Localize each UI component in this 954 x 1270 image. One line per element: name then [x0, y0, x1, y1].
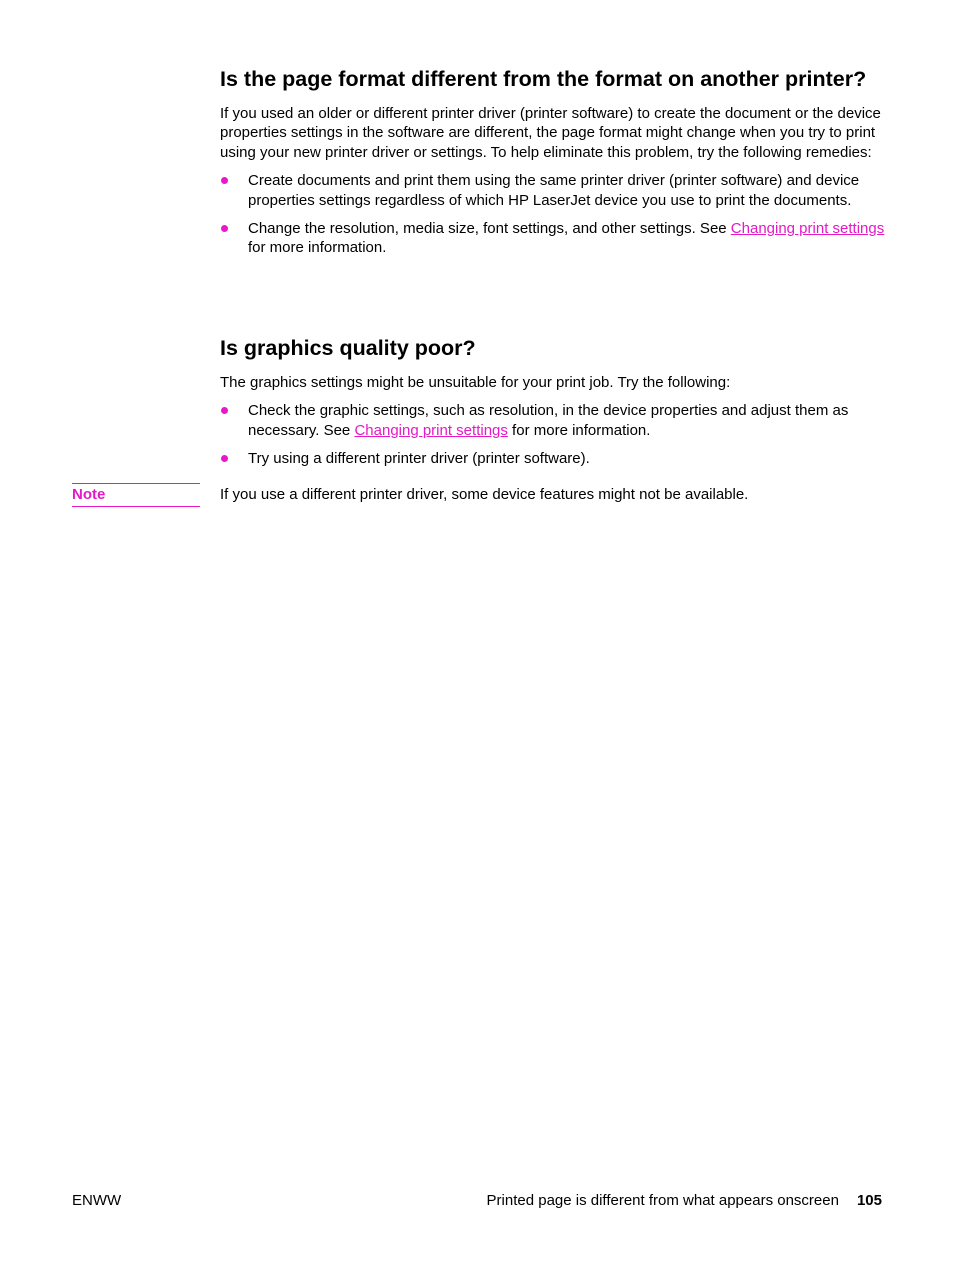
page-number: 105 [856, 1192, 882, 1209]
footer-left: ENWW [72, 1192, 122, 1209]
bullet-icon [221, 177, 228, 184]
list-item [220, 219, 885, 258]
intro-graphics-quality: The graphics settings might be unsuitable for your print job. Try the following: [220, 374, 731, 391]
list-item [220, 449, 885, 468]
bullet-icon [221, 407, 228, 414]
bullet-icon [221, 455, 228, 462]
heading-graphics-quality: Is graphics quality poor? [220, 336, 476, 360]
intro-page-format: If you used an older or different printer driver (printer software) to create the document or the device properties settings in the software are different, the page format might change when you try to print using your new printer driver or settings. To help eliminate this problem, try the following remedies: [220, 105, 881, 161]
list-item [220, 171, 885, 210]
footer-right [487, 1192, 882, 1209]
bullet-icon [221, 225, 228, 232]
bullet-text: Change the resolution, media size, font settings, and other settings. See [248, 220, 731, 238]
footer-title: Printed page is different from what appears onscreen [486, 1192, 839, 1209]
section-page-format [220, 66, 885, 258]
changing-print-settings-link[interactable]: Changing print settings [354, 421, 508, 439]
note-label: Note [72, 483, 200, 507]
changing-print-settings-link[interactable]: Changing print settings [730, 220, 885, 238]
graphics-list [220, 401, 885, 468]
list-item [220, 401, 885, 440]
remedies-list [220, 171, 885, 258]
bullet-text: for more information. [248, 239, 387, 257]
bullet-text: for more information. [507, 421, 651, 439]
section-graphics-quality [220, 335, 885, 469]
bullet-text: Try using a different printer driver (printer software). [248, 450, 590, 468]
bullet-text: Check the graphic settings, such as resolution, in the device properties and adjust them as necessary. See [248, 402, 849, 439]
note-text: If you use a different printer driver, some device features might not be available. [220, 486, 749, 503]
heading-page-format: Is the page format different from the format on another printer? [220, 67, 867, 91]
bullet-text: Create documents and print them using the same printer driver (printer software) and device properties settings regardless of which HP LaserJet device you use to print the documents. [248, 172, 860, 209]
